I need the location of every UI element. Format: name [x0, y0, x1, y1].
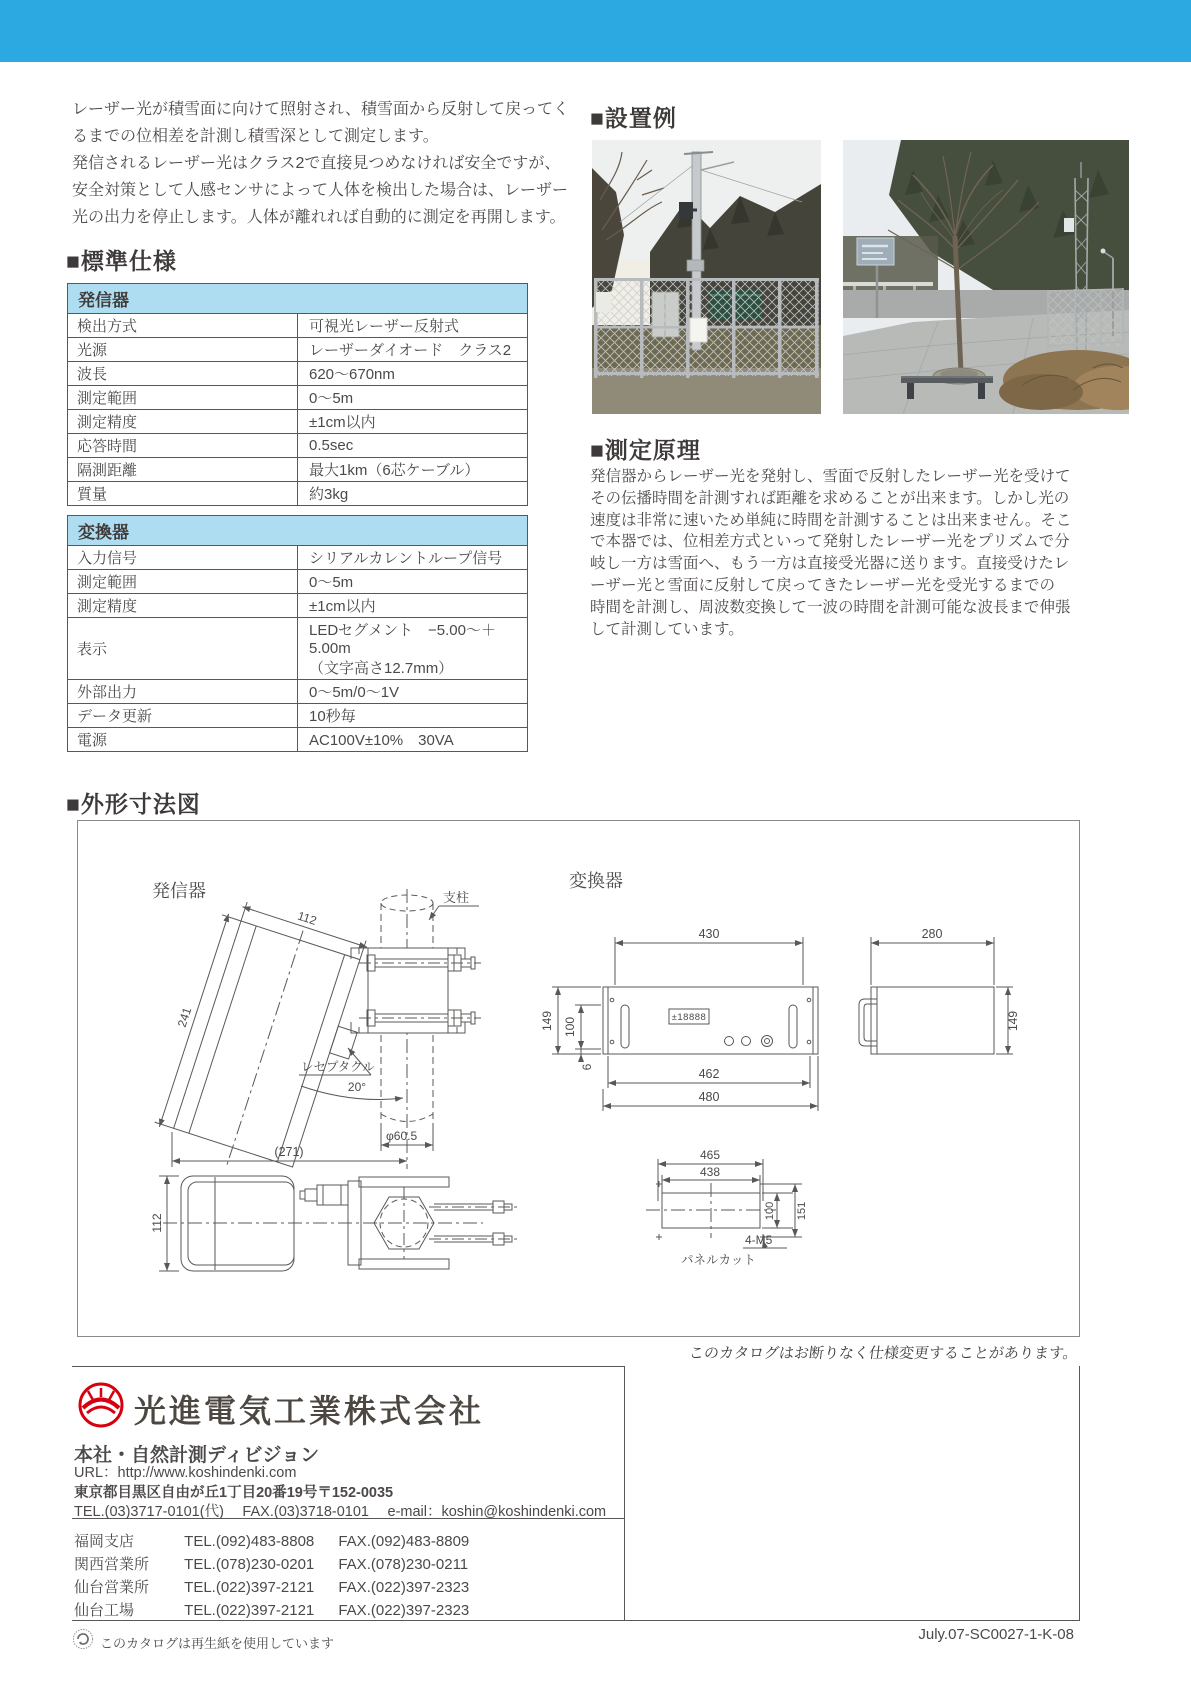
spec-value: 620〜670nm: [298, 362, 528, 386]
branch-fax: FAX.(078)230-0211: [338, 1556, 469, 1573]
dim-cut-inner-width: 438: [699, 1165, 721, 1179]
spec-value: 可視光レーザー反射式: [298, 314, 528, 338]
branch-tel: TEL.(078)230-0201: [184, 1556, 315, 1573]
panel-cut-view: [646, 1148, 808, 1267]
spec-label: 応答時間: [68, 434, 298, 458]
spec-label: 波長: [68, 362, 298, 386]
company-logo: [76, 1380, 126, 1430]
dim-cut-outer-height: 151: [796, 1201, 808, 1221]
spec-value: [298, 618, 528, 680]
intro-paragraph: [72, 96, 569, 231]
section-title-installation: ■設置例: [590, 105, 677, 131]
spec-value: 0〜5m/0〜1V: [298, 680, 528, 704]
photo1-sign: [690, 318, 707, 342]
drawing-transmitter-label: 発信器: [152, 881, 206, 901]
principle-line: して計測しています。: [590, 620, 744, 638]
spec-table-title: 変換器: [68, 516, 528, 546]
dim-cut-height: 100: [764, 1201, 776, 1221]
branch-name: 仙台工場: [74, 1602, 135, 1619]
principle-line: 速度は非常に速いため単純に時間を計測することは出来ません。そこ: [590, 511, 1072, 529]
spec-row: [68, 594, 528, 618]
principle-line: その伝播時間を計測すれば距離を求めることが出来ます。しかし光の: [590, 489, 1070, 507]
spec-value: レーザーダイオード クラス2: [298, 338, 528, 362]
principle-line: で本器では、位相差方式といって発射したレーザー光をプリズムで分: [590, 533, 1070, 551]
receptacle-label: レセプタクル: [301, 1060, 375, 1074]
spec-table-converter: [67, 515, 528, 752]
intro-line: レーザー光が積雪面に向けて照射され、積雪面から反射して戻ってく: [72, 101, 569, 118]
spec-label: 表示: [68, 618, 298, 680]
installation-photo-1: [592, 140, 821, 414]
division-name: 本社・自然計測ディビジョン: [74, 1445, 320, 1466]
spec-value: 0〜5m: [298, 386, 528, 410]
branch-name: 関西営業所: [74, 1556, 150, 1573]
spec-row: [68, 314, 528, 338]
dim-front-width: 430: [698, 927, 720, 941]
dim-overall-width: 480: [698, 1090, 720, 1104]
dim-body-width: 462: [698, 1067, 720, 1081]
dim-inner-height: 100: [563, 1016, 577, 1038]
company-address: 東京都目黒区自由が丘1丁目20番19号〒152-0035: [74, 1485, 394, 1501]
spec-value: ±1cm以内: [298, 594, 528, 618]
spec-label: 測定範囲: [68, 570, 298, 594]
spec-label: 電源: [68, 728, 298, 752]
section-title-specs: ■標準仕様: [66, 248, 177, 274]
branch-fax: FAX.(092)483-8809: [338, 1533, 470, 1550]
drawing-converter-label: 変換器: [569, 871, 623, 891]
spec-value: ±1cm以内: [298, 410, 528, 434]
spec-label: 検出方式: [68, 314, 298, 338]
intro-line: 発信されるレーザー光はクラス2で直接見つめなければ安全ですが、: [72, 155, 561, 172]
spec-label: 測定精度: [68, 594, 298, 618]
photo1-junction-box: [687, 260, 704, 271]
dimension-drawing: [77, 820, 1080, 1337]
photo1-sign-left: [596, 292, 611, 312]
company-url: URL：http://www.koshindenki.com: [74, 1465, 297, 1481]
dim-front-height: 149: [540, 1010, 554, 1032]
spec-row: [68, 728, 528, 752]
spec-value-line1: LEDセグメント −5.00〜＋5.00m: [309, 622, 496, 657]
header-band: [0, 0, 1191, 62]
converter-side-view: [859, 927, 1020, 1054]
dim-unit-length: 241: [174, 1005, 195, 1029]
section-title-principle: ■測定原理: [590, 437, 701, 463]
spec-label: 隔測距離: [68, 458, 298, 482]
branch-tel: TEL.(092)483-8808: [184, 1533, 315, 1550]
spec-value-line2: （文字高さ12.7mm）: [309, 660, 454, 677]
spec-row: [68, 458, 528, 482]
recycle-icon: [72, 1628, 94, 1650]
branch-tel: TEL.(022)397-2121: [184, 1602, 315, 1619]
dim-pole-dia: φ60.5: [386, 1129, 418, 1143]
branch-fax: FAX.(022)397-2323: [338, 1579, 470, 1596]
spec-row: [68, 570, 528, 594]
intro-line: 安全対策として人感センサによって人体を検出した場合は、レーザー: [72, 182, 569, 199]
dim-cut-outer-width: 465: [699, 1148, 721, 1162]
spec-label: 外部出力: [68, 680, 298, 704]
photo2-enclosure-fence: [1048, 288, 1123, 348]
converter-front-view: [540, 927, 818, 1111]
intro-line: るまでの位相差を計測し積雪深として測定します。: [72, 128, 439, 145]
led-display-value: ±18888: [671, 1012, 707, 1023]
spec-row: [68, 362, 528, 386]
spec-label: 測定精度: [68, 410, 298, 434]
spec-row: [68, 680, 528, 704]
panel-cut-label: パネルカット: [681, 1253, 756, 1267]
spec-label: データ更新: [68, 704, 298, 728]
spec-label: 測定範囲: [68, 386, 298, 410]
section-title-dimensions: ■外形寸法図: [66, 791, 201, 817]
spec-table-transmitter: [67, 283, 528, 506]
intro-line: 光の出力を停止します。人体が離れれば自動的に測定を再開します。: [72, 209, 566, 226]
dim-unit-depth: 112: [150, 1213, 164, 1233]
dim-flange: 6: [580, 1063, 594, 1071]
spec-row: [68, 410, 528, 434]
principle-line: 発信器からレーザー光を発射し、雪面で反射したレーザー光を受けて: [590, 468, 1071, 485]
screws-label: 4-M5: [745, 1233, 773, 1247]
spec-row: [68, 546, 528, 570]
spec-value: 10秒毎: [298, 704, 528, 728]
spec-table-title: 発信器: [68, 284, 528, 314]
spec-value: 最大1km（6芯ケーブル）: [298, 458, 528, 482]
branch-row: [74, 1530, 469, 1553]
branch-row: [74, 1553, 469, 1576]
doc-code: July.07-SC0027-1-K-08: [918, 1626, 1074, 1643]
dim-side-height: 149: [1006, 1010, 1020, 1032]
principle-line: 時間を計測し、周波数変換して一波の時間を計測可能な波長まで伸張: [590, 598, 1071, 616]
spec-row: [68, 386, 528, 410]
transmitter-bottom-view: [150, 1176, 517, 1271]
spec-value: 0.5sec: [298, 434, 528, 458]
spec-row: [68, 618, 528, 680]
spec-value: シリアルカレントループ信号: [298, 546, 528, 570]
footer-right-box: [624, 1366, 1080, 1621]
spec-value: 0〜5m: [298, 570, 528, 594]
spec-row: [68, 434, 528, 458]
spec-label: 光源: [68, 338, 298, 362]
photo1-sensor-head: [679, 202, 693, 219]
principle-line: ーザー光と雪面に反射して戻ってきたレーザー光を受光するまでの: [590, 576, 1056, 594]
bracket-drawing: [351, 948, 481, 1033]
installation-photo-2: [843, 140, 1129, 414]
company-contact: TEL.(03)3717-0101(代) FAX.(03)3718-0101 e-mail：koshin@koshindenki.com: [74, 1504, 607, 1520]
principle-paragraph: [590, 466, 1071, 640]
branch-fax: FAX.(022)397-2323: [338, 1602, 470, 1619]
dim-overall: (271): [274, 1145, 304, 1159]
pole-label: 支柱: [443, 890, 470, 905]
company-name: 光進電気工業株式会社: [134, 1393, 485, 1429]
spec-value: 約3kg: [298, 482, 528, 506]
photo2-tower-device: [1064, 218, 1074, 232]
branch-row: [74, 1599, 469, 1622]
branch-list: [74, 1530, 469, 1622]
photo2-guardrail: [843, 282, 933, 286]
spec-value: AC100V±10% 30VA: [298, 728, 528, 752]
dim-unit-width: 112: [295, 908, 319, 928]
branch-name: 福岡支店: [74, 1533, 135, 1550]
pole-label-group: [429, 890, 479, 920]
branch-name: 仙台営業所: [74, 1579, 150, 1596]
spec-label: 入力信号: [68, 546, 298, 570]
spec-label: 質量: [68, 482, 298, 506]
spec-row: [68, 338, 528, 362]
branch-tel: TEL.(022)397-2121: [184, 1579, 315, 1596]
spec-row: [68, 704, 528, 728]
laser-unit-drawing: [137, 883, 388, 1194]
principle-line: 岐し一方は雪面へ、もう一方は直接受光器に送ります。直接受けたレ: [590, 555, 1070, 573]
branch-row: [74, 1576, 469, 1599]
recycle-note: このカタログは再生紙を使用しています: [100, 1636, 335, 1651]
dim-depth: 280: [921, 927, 943, 941]
dim-angle: 20°: [347, 1080, 367, 1094]
spec-change-note: このカタログはお断りなく仕様変更することがあります。: [688, 1345, 1079, 1362]
spec-row: [68, 482, 528, 506]
